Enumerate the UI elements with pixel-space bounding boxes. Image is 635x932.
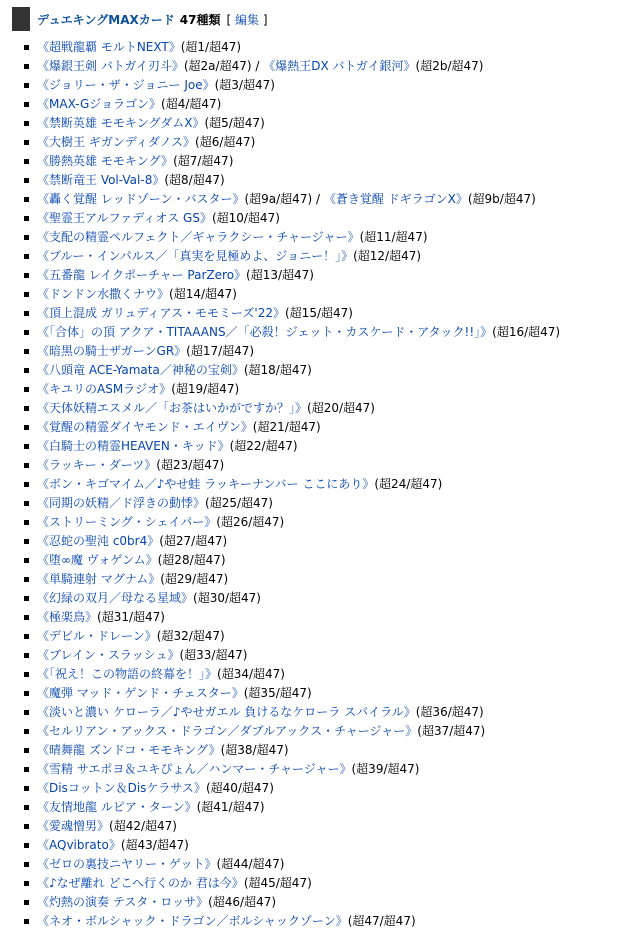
card-code: (超7/超47) [173, 154, 234, 168]
card-link[interactable]: 《大樹王 ギガンディダノス》 [37, 135, 196, 149]
card-link[interactable]: 《天体妖精エスメル／「お茶はいかがですか？」》 [37, 401, 308, 415]
card-link[interactable]: 《ドンドン水撒くナウ》 [37, 287, 170, 301]
card-code: (超29/超47) [160, 572, 229, 586]
card-list [0, 39, 560, 932]
list-item [0, 742, 560, 761]
card-code: (超13/超47) [246, 268, 314, 282]
list-item [0, 191, 560, 210]
card-link[interactable]: 《ジョリー・ザ・ジョニー Joe》 [37, 78, 215, 92]
card-link[interactable]: 《単騎連射 マグナム》 [37, 572, 161, 586]
card-code: (超31/超47) [97, 610, 165, 624]
card-count: 47種類 [179, 12, 221, 27]
card-code: (超40/超47) [205, 781, 274, 795]
list-item [0, 628, 560, 647]
card-code: (超10/超47) [211, 211, 280, 225]
section-title: デュエキングMAXカード [37, 12, 175, 27]
card-code: (超28/超47) [157, 553, 226, 567]
card-link[interactable]: 《灼熱の演奏 テスタ・ロッサ》 [37, 895, 209, 909]
list-item [0, 533, 560, 552]
list-item [0, 457, 560, 476]
list-item [0, 305, 560, 324]
card-link[interactable]: 《忍蛇の聖沌 c0br4》 [37, 534, 160, 548]
list-item [0, 381, 560, 400]
list-item [0, 476, 560, 495]
card-link[interactable]: 《白騎士の精霊HEAVEN・キッド》 [37, 439, 230, 453]
header-accent-bar [12, 7, 30, 31]
card-code: (超3/超47) [214, 78, 275, 92]
card-link[interactable]: 《ブルー・インパルス／「真実を見極めよ、ジョニー！」》 [37, 249, 354, 263]
card-link[interactable]: 《轟く覚醒 レッドゾーン・バスター》 [37, 192, 245, 206]
card-link[interactable]: 《蒼き覚醒 ドギラゴンX》 [323, 192, 468, 206]
card-link[interactable]: 《AQvibrato》 [37, 838, 121, 852]
card-code: (超44/超47) [216, 857, 285, 871]
list-item [0, 324, 560, 343]
card-link[interactable]: 《雪精 サエポヨ＆ユキぴょん／ハンマー・チャージャー》 [37, 762, 352, 776]
list-item [0, 39, 560, 58]
list-item [0, 210, 560, 229]
list-item [0, 134, 560, 153]
card-link[interactable]: 《頂上混成 ガリュディアス・モモミーズ'22》 [37, 306, 285, 320]
list-item [0, 761, 560, 780]
card-code: (超9a/超47) [244, 192, 313, 206]
card-link[interactable]: 《デビル・ドレーン》 [37, 629, 157, 643]
card-code: (超1/超47) [180, 40, 242, 54]
list-item [0, 685, 560, 704]
card-code: (超21/超47) [252, 420, 321, 434]
list-item [0, 609, 560, 628]
list-item [0, 400, 560, 419]
card-link[interactable]: 《禁断竜王 Vol-Val-8》 [37, 173, 165, 187]
card-code: (超47/超47) [347, 914, 416, 928]
card-separator: / [251, 59, 264, 73]
card-link[interactable]: 《幻緑の双月／母なる星域》 [37, 591, 194, 605]
list-item [0, 780, 560, 799]
card-link[interactable]: 《暗黒の騎士ザガーンGR》 [37, 344, 187, 358]
card-link[interactable]: 《♪なぜ離れ どこへ行くのか 君は今》 [37, 876, 244, 890]
card-code: (超11/超47) [359, 230, 428, 244]
card-link[interactable]: 《Disコットン＆Disケラサス》 [37, 781, 206, 795]
card-link[interactable]: 《晴舞龍 ズンドコ・モモキング》 [37, 743, 221, 757]
card-link[interactable]: 《同期の妖精／ド浮きの動悸》 [37, 496, 206, 510]
card-code: (超12/超47) [353, 249, 422, 263]
card-code: (超23/超47) [156, 458, 225, 472]
card-link[interactable]: 《友情地龍 ルピア・ターン》 [37, 800, 197, 814]
list-item [0, 172, 560, 191]
card-code: (超24/超47) [374, 477, 443, 491]
section-header [12, 7, 268, 31]
list-item [0, 286, 560, 305]
card-code: (超27/超47) [159, 534, 228, 548]
list-item [0, 96, 560, 115]
list-item [0, 704, 560, 723]
card-code: (超16/超47) [492, 325, 561, 339]
edit-bracket-open: [ [226, 12, 232, 27]
card-code: (超22/超47) [229, 439, 298, 453]
card-code: (超30/超47) [193, 591, 261, 605]
card-code: (超14/超47) [169, 287, 237, 301]
card-code: (超17/超47) [186, 344, 255, 358]
card-link[interactable]: 《ラッキー・ダーツ》 [37, 458, 157, 472]
card-code: (超5/超47) [204, 116, 265, 130]
list-item [0, 419, 560, 438]
card-link[interactable]: 《爆銀王剣 バトガイ刃斗》 [37, 59, 184, 73]
edit-section [226, 11, 267, 28]
list-item [0, 837, 560, 856]
card-code: (超8/超47) [164, 173, 225, 187]
card-code: (超37/超47) [417, 724, 486, 738]
card-code: (超39/超47) [351, 762, 420, 776]
card-code: (超42/超47) [109, 819, 177, 833]
card-code: (超2b/超47) [415, 59, 484, 73]
card-link[interactable]: 《五番龍 レイクポーチャー ParZero》 [37, 268, 247, 282]
card-code: (超45/超47) [243, 876, 312, 890]
card-link[interactable]: 《超戦龍覇 モルトNEXT》 [37, 40, 181, 54]
card-link[interactable]: 《魔弾 マッド・ゲンド・チェスター》 [37, 686, 244, 700]
list-item [0, 229, 560, 248]
card-code: (超41/超47) [196, 800, 265, 814]
card-link[interactable]: 《ゼロの裏技ニヤリー・ゲット》 [37, 857, 217, 871]
card-link[interactable]: 《爆熱王DX バトガイ銀河》 [263, 59, 416, 73]
card-link[interactable]: 《セルリアン・アックス・ドラゴン／ダブルアックス・チャージャー》 [37, 724, 418, 738]
list-item [0, 552, 560, 571]
card-link[interactable]: 《堕∞魔 ヴォゲンム》 [37, 553, 158, 567]
list-item [0, 248, 560, 267]
list-item [0, 666, 560, 685]
list-item [0, 894, 560, 913]
list-item [0, 571, 560, 590]
card-link[interactable]: 《八頭竜 ACE-Yamata／神秘の宝剣》 [37, 363, 244, 377]
list-item [0, 818, 560, 837]
card-code: (超38/超47) [220, 743, 289, 757]
card-code: (超20/超47) [307, 401, 375, 415]
card-link[interactable]: 《キユリのASMラジオ》 [37, 382, 172, 396]
card-link[interactable]: 《極楽鳥》 [37, 610, 98, 624]
card-code: (超33/超47) [179, 648, 248, 662]
edit-link[interactable]: 編集 [234, 12, 259, 27]
card-link[interactable]: 《覚醒の精霊ダイヤモンド・エイヴン》 [37, 420, 253, 434]
list-item [0, 647, 560, 666]
edit-bracket-close: ] [262, 12, 268, 27]
list-item [0, 723, 560, 742]
card-link[interactable]: 《ブレイン・スラッシュ》 [37, 648, 180, 662]
list-item [0, 343, 560, 362]
card-link[interactable]: 《ストリーミング・シェイパー》 [37, 515, 217, 529]
card-code: (超2a/超47) [183, 59, 252, 73]
list-item [0, 438, 560, 457]
list-item [0, 58, 560, 77]
card-code: (超36/超47) [415, 705, 484, 719]
card-link[interactable]: 《愛魂憎男》 [37, 819, 110, 833]
list-item [0, 856, 560, 875]
list-item [0, 362, 560, 381]
list-item [0, 495, 560, 514]
card-link[interactable]: 《ネオ・ボルシャック・ドラゴン／ボルシャックゾーン》 [37, 914, 348, 928]
card-code: (超4/超47) [161, 97, 222, 111]
card-link[interactable]: 《禁断英雄 モモキングダムX》 [37, 116, 205, 130]
card-code: (超46/超47) [208, 895, 277, 909]
card-link[interactable]: 《支配の精霊ペルフェクト／ギャラクシー・チャージャー》 [37, 230, 360, 244]
list-item [0, 77, 560, 96]
card-code: (超19/超47) [171, 382, 240, 396]
list-item [0, 514, 560, 533]
card-code: (超25/超47) [205, 496, 273, 510]
card-link[interactable]: 《MAX-Gジョラゴン》 [37, 97, 162, 111]
card-code: (超15/超47) [285, 306, 353, 320]
card-link[interactable]: 《淡いと濃い ケローラ／♪やせガエル 負けるなケローラ スパイラル》 [37, 705, 416, 719]
card-link[interactable]: 《ボン・キゴマイム／♪やせ蛙 ラッキーナンバー ここにあり》 [37, 477, 375, 491]
card-code: (超34/超47) [217, 667, 285, 681]
card-separator: / [312, 192, 324, 206]
card-code: (超35/超47) [243, 686, 312, 700]
card-link[interactable]: 《「祝え！この物語の終幕を！」》 [37, 667, 218, 681]
list-item [0, 267, 560, 286]
list-item [0, 875, 560, 894]
list-item [0, 153, 560, 172]
card-code: (超6/超47) [195, 135, 256, 149]
card-code: (超18/超47) [243, 363, 312, 377]
list-item [0, 115, 560, 134]
card-link[interactable]: 《「合体」の頂 アクア・TITAAANS／「必殺！ジェット・カスケード・アタック!!」》 [37, 325, 493, 339]
card-code: (超9b/超47) [467, 192, 536, 206]
card-code: (超43/超47) [120, 838, 189, 852]
card-code: (超32/超47) [156, 629, 225, 643]
card-link[interactable]: 《勝熱英雄 モモキング》 [37, 154, 174, 168]
card-link[interactable]: 《聖霊王アルファディオス GS》 [37, 211, 212, 225]
card-code: (超26/超47) [216, 515, 285, 529]
list-item [0, 799, 560, 818]
list-item [0, 590, 560, 609]
